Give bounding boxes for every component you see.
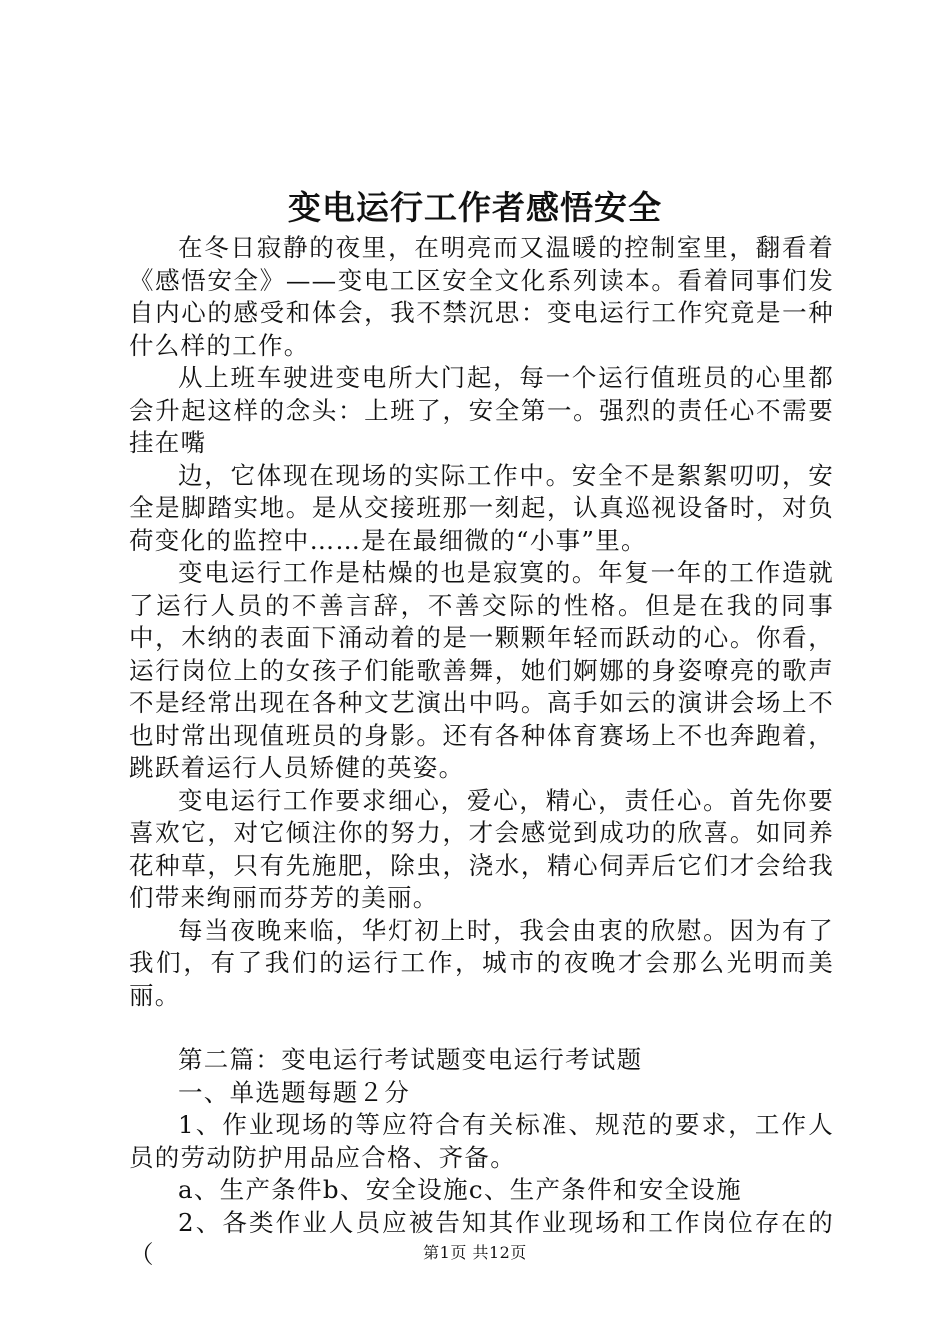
- paragraph: 边，它体现在现场的实际工作中。安全不是絮絮叨叨，安全是脚踏实地。是从交接班那一刻起，认真巡视设备时，对负荷变化的监控中……是在最细微的“小事”里。: [129, 460, 834, 555]
- page-number-footer: 第1页 共12页: [423, 1243, 527, 1262]
- paragraph: 每当夜晚来临，华灯初上时，我会由衷的欣慰。因为有了我们，有了我们的运行工作，城市的夜晚才会那么光明而美丽。: [129, 915, 834, 1010]
- paragraph: 从上班车驶进变电所大门起，每一个运行值班员的心里都会升起这样的念头：上班了，安全第一。强烈的责任心不需要挂在嘴: [129, 363, 834, 457]
- question-item: 2、各类作业人员应被告知其作业现场和工作岗位存在的（: [129, 1207, 834, 1269]
- paragraph: 在冬日寂静的夜里，在明亮而又温暖的控制室里，翻看着《感悟安全》——变电工区安全文化系列读本。看着同事们发自内心的感受和体会，我不禁沉思：变电运行工作究竟是一种什么样的工作。: [129, 233, 834, 360]
- document-body: [129, 232, 834, 1272]
- document-title: 变电运行工作者感悟安全: [288, 188, 662, 227]
- question-item: 1、作业现场的等应符合有关标准、规范的要求，工作人员的劳动防护用品应合格、齐备。: [129, 1110, 834, 1172]
- paragraph: 变电运行工作要求细心，爱心，精心，责任心。首先你要喜欢它，对它倾注你的努力，才会感觉到成功的欣喜。如同养花种草，只有先施肥，除虫，浇水，精心伺弄后它们才会给我们带来绚丽而芬芳的美丽。: [129, 785, 834, 912]
- paragraph: 变电运行工作是枯燥的也是寂寞的。年复一年的工作造就了运行人员的不善言辞，不善交际的性格。但是在我的同事中，木纳的表面下涌动着的是一颗颗年轻而跃动的心。你看，运行岗位上的女孩子们能歌善舞，她们婀娜的身姿嘹亮的歌声不是经常出现在各种文艺演出中吗。高手如云的演讲会场上不也时常出现值班员的身影。还有各种体育赛场上不也奔跑着，跳跃着运行人员矫健的英姿。: [129, 558, 834, 782]
- question-group-heading: 一、单选题每题２分: [178, 1077, 411, 1107]
- section-heading: 第二篇：变电运行考试题变电运行考试题: [178, 1045, 643, 1074]
- question-options: a、生产条件b、安全设施c、生产条件和安全设施: [178, 1175, 742, 1204]
